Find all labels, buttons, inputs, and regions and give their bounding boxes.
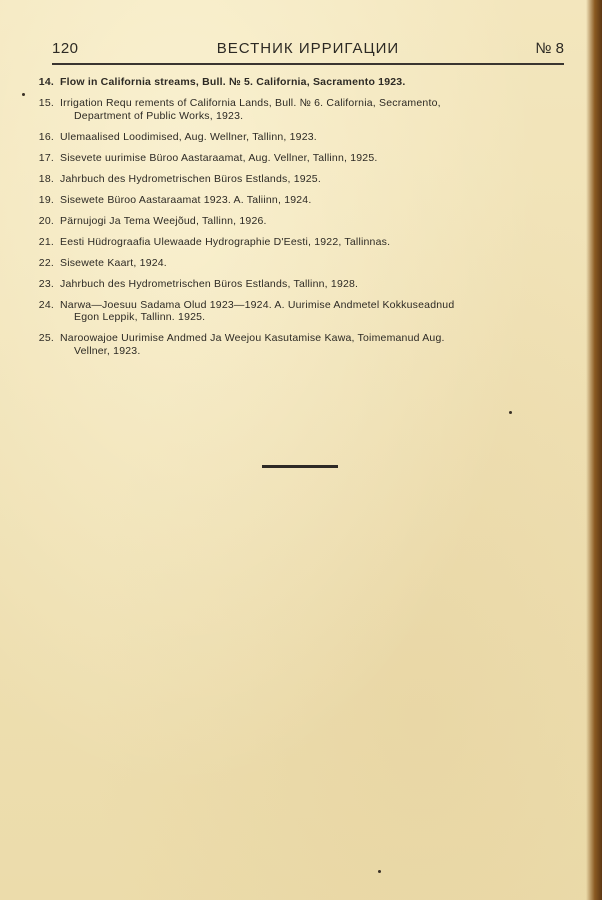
reference-item bbox=[28, 236, 568, 249]
reference-number: 17. bbox=[38, 151, 54, 164]
reference-number: 14. bbox=[38, 76, 54, 88]
reference-text: Sisevete uurimise Büroo Aastaraamat, Aug. Vellner, Tallinn, 1925. bbox=[60, 151, 378, 164]
reference-number: 20. bbox=[38, 214, 54, 227]
reference-text: Irrigation Requ rements of California Lands, Bull. № 6. California, Secramento, bbox=[60, 97, 441, 109]
issue-number: № 8 bbox=[535, 40, 564, 57]
reference-text: Naroowajoe Uurimise Andmed Ja Weejou Kasutamise Kawa, Toimemanud Aug. bbox=[60, 332, 445, 344]
reference-number: 23. bbox=[38, 277, 54, 290]
reference-text: Eesti Hüdrograafia Ulewaade Hydrographie D'Eesti, 1922, Tallinnas. bbox=[60, 235, 391, 248]
reference-number: 16. bbox=[38, 130, 54, 143]
reference-number: 18. bbox=[38, 172, 54, 185]
reference-item bbox=[28, 173, 568, 186]
reference-number: 21. bbox=[38, 235, 54, 248]
reference-item bbox=[28, 332, 568, 357]
header-divider bbox=[52, 63, 564, 65]
reference-text: Flow in California streams, Bull. № 5. California, Sacramento 1923. bbox=[60, 76, 406, 88]
reference-number: 19. bbox=[38, 193, 54, 206]
reference-text: Sisewete Büroo Aastaraamat 1923. A. Taliinn, 1924. bbox=[60, 193, 312, 206]
page-number: 120 bbox=[52, 40, 79, 57]
reference-number: 15. bbox=[38, 97, 54, 109]
reference-text-continued: Vellner, 1923. bbox=[74, 344, 141, 357]
page-header bbox=[52, 40, 564, 62]
reference-text: Jahrbuch des Hydrometrischen Büros Estlands, Tallinn, 1928. bbox=[60, 277, 359, 290]
reference-list bbox=[28, 76, 568, 366]
reference-text: Jahrbuch des Hydrometrischen Büros Estlands, 1925. bbox=[60, 172, 321, 185]
reference-text-continued: Egon Leppik, Tallinn. 1925. bbox=[74, 311, 206, 323]
reference-item bbox=[28, 215, 568, 228]
reference-item bbox=[28, 97, 568, 122]
reference-text-continued: Department of Public Works, 1923. bbox=[74, 109, 244, 122]
print-speck bbox=[22, 93, 25, 96]
reference-item bbox=[28, 194, 568, 207]
reference-number: 25. bbox=[38, 332, 54, 344]
book-spine-edge bbox=[586, 0, 602, 900]
reference-item bbox=[28, 152, 568, 165]
print-speck bbox=[509, 411, 512, 414]
reference-item bbox=[28, 257, 568, 270]
reference-number: 22. bbox=[38, 256, 54, 269]
reference-text: Sisewete Kaart, 1924. bbox=[60, 256, 167, 269]
journal-title: ВЕСТНИК ИРРИГАЦИИ bbox=[216, 40, 400, 57]
reference-item bbox=[28, 299, 568, 324]
reference-item bbox=[28, 76, 568, 89]
reference-item bbox=[28, 278, 568, 291]
reference-number: 24. bbox=[38, 298, 54, 311]
reference-item bbox=[28, 131, 568, 144]
reference-text: Ulemaalised Loodimised, Aug. Wellner, Tallinn, 1923. bbox=[60, 130, 317, 143]
print-speck bbox=[378, 870, 381, 873]
reference-text: Pärnujogi Ja Tema Weejõud, Tallinn, 1926. bbox=[60, 214, 267, 227]
section-end-rule bbox=[262, 465, 338, 468]
reference-text: Narwa—Joesuu Sadama Olud 1923—1924. A. Uurimise Andmetel Kokkuseadnud bbox=[60, 298, 455, 311]
